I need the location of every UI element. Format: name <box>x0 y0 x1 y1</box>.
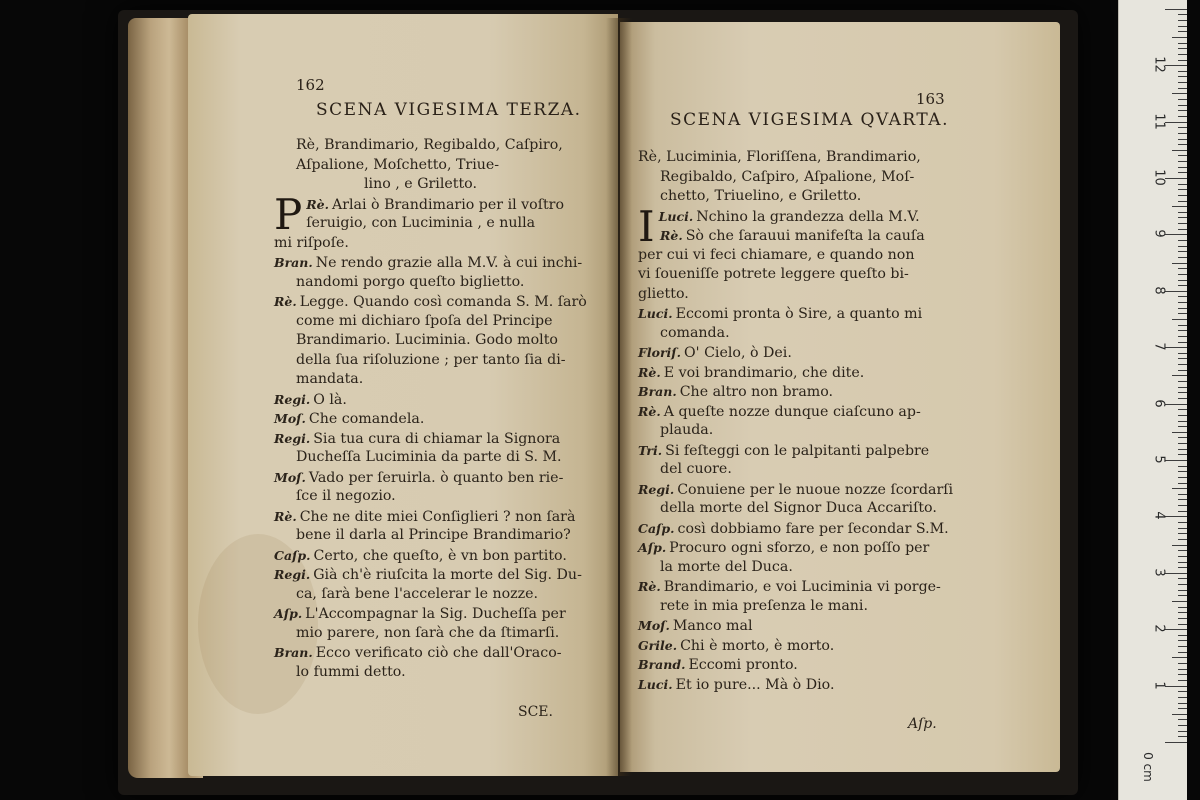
text-line <box>274 253 604 273</box>
ruler-tick <box>1165 516 1187 517</box>
ruler-tick <box>1178 60 1187 61</box>
text-line <box>274 643 604 663</box>
ruler-tick <box>1178 443 1187 444</box>
line-text: Si feſteggi con le palpitanti palpebre <box>665 442 930 459</box>
ruler-tick <box>1178 116 1187 117</box>
text-line <box>638 382 968 402</box>
left-page <box>188 14 618 776</box>
ruler-tick <box>1172 714 1187 715</box>
ruler-unit: 0 cm <box>1140 752 1155 782</box>
ruler-tick <box>1178 680 1187 681</box>
ruler-tick <box>1178 99 1187 100</box>
text-line <box>274 487 604 507</box>
text-line <box>638 655 968 675</box>
ruler-tick <box>1178 229 1187 230</box>
ruler-tick <box>1178 528 1187 529</box>
ruler-number: 2 <box>1151 624 1167 633</box>
line-text: O' Cielo, ò Dei. <box>684 345 792 361</box>
text-line <box>638 558 968 578</box>
ruler-tick <box>1178 533 1187 534</box>
ruler-tick <box>1178 522 1187 523</box>
ruler-tick <box>1178 595 1187 596</box>
speaker-label: Regi. <box>274 567 311 582</box>
text-block <box>638 148 968 694</box>
line-text: Eccomi pronta ò Sire, a quanto mi <box>675 306 923 322</box>
speaker-label: Bran. <box>274 645 313 660</box>
text-line <box>638 616 968 636</box>
drop-cap: P <box>274 189 303 239</box>
text-line <box>274 546 604 566</box>
ruler-tick <box>1165 65 1187 66</box>
ruler-tick <box>1178 133 1187 134</box>
ruler-tick <box>1178 725 1187 726</box>
ruler-tick <box>1165 686 1187 687</box>
line-text: Legge. Quando così comanda S. M. ſarò <box>299 294 587 310</box>
ruler-number: 10 <box>1151 169 1167 186</box>
ruler-tick <box>1178 313 1187 314</box>
text-line <box>274 565 604 585</box>
line-text: così dobbiamo fare per ſecondar S.M. <box>677 520 949 537</box>
ruler-tick <box>1165 9 1187 10</box>
drop-cap: I <box>638 201 655 251</box>
ruler-tick <box>1172 488 1187 489</box>
ruler-tick <box>1178 257 1187 258</box>
text-line <box>274 156 604 176</box>
line-text: del cuore. <box>660 461 732 477</box>
line-text: L'Accompagnar la Sig. Ducheſſa per <box>305 606 566 622</box>
ruler-tick <box>1178 336 1187 337</box>
text-line <box>638 441 968 461</box>
speaker-label: Bran. <box>638 384 677 399</box>
ruler-tick <box>1178 550 1187 551</box>
text-line <box>638 597 968 617</box>
line-text: Conuiene per le nuoue nozze ſcordarſi <box>677 481 954 498</box>
text-line <box>638 226 968 246</box>
line-text: nandomi porgo queſto biglietto. <box>296 273 525 290</box>
text-line <box>638 324 968 344</box>
catchword: SCE. <box>518 704 553 720</box>
line-text: mandata. <box>296 371 364 387</box>
line-text: Ne rendo grazie alla M.V. à cui inchi- <box>315 255 583 271</box>
ruler-tick <box>1178 505 1187 506</box>
ruler-tick <box>1178 607 1187 608</box>
ruler-tick <box>1178 54 1187 55</box>
ruler-tick <box>1178 477 1187 478</box>
ruler-tick <box>1165 573 1187 574</box>
ruler-tick <box>1178 88 1187 89</box>
ruler-tick <box>1172 657 1187 658</box>
line-text: Chi è morto, è morto. <box>680 637 835 654</box>
line-text: della ſua riſoluzione ; per tanto ſia di- <box>296 351 566 368</box>
ruler-tick <box>1178 302 1187 303</box>
right-page <box>620 22 1060 772</box>
speaker-label: Caſp. <box>274 547 311 563</box>
text-line <box>638 246 968 266</box>
ruler-tick <box>1178 105 1187 106</box>
speaker-label: Luci. <box>638 676 673 692</box>
ruler-tick <box>1178 195 1187 196</box>
line-text: lino , e Griletto. <box>364 176 477 192</box>
ruler-tick <box>1178 663 1187 664</box>
ruler-tick <box>1178 736 1187 737</box>
line-text: Sia tua cura di chiamar la Signora <box>313 430 561 447</box>
ruler-tick <box>1178 578 1187 579</box>
text-line <box>274 429 604 449</box>
ruler-tick <box>1178 674 1187 675</box>
ruler-tick <box>1178 691 1187 692</box>
speaker-label: Moſ. <box>274 469 306 485</box>
ruler-tick <box>1178 697 1187 698</box>
ruler-tick <box>1178 652 1187 653</box>
speaker-label: Rè. <box>274 508 297 524</box>
ruler-tick <box>1178 127 1187 128</box>
speaker-label: Rè. <box>638 579 661 594</box>
line-text: la morte del Duca. <box>660 558 793 575</box>
ruler-tick <box>1178 466 1187 467</box>
text-line <box>638 480 968 500</box>
text-line <box>274 351 604 371</box>
ruler-number: 11 <box>1151 112 1167 130</box>
speaker-label: Regi. <box>274 430 311 446</box>
ruler-tick <box>1178 708 1187 709</box>
ruler-tick <box>1178 76 1187 77</box>
text-line <box>638 460 968 480</box>
ruler-tick <box>1165 291 1187 292</box>
ruler-tick <box>1178 703 1187 704</box>
ruler-tick <box>1165 629 1187 630</box>
ruler-tick <box>1178 409 1187 410</box>
line-text: Che altro non bramo. <box>679 384 834 400</box>
ruler-tick <box>1178 392 1187 393</box>
ruler-tick <box>1165 347 1187 348</box>
ruler-tick <box>1178 240 1187 241</box>
speaker-label: Bran. <box>274 255 313 270</box>
ruler-tick <box>1178 43 1187 44</box>
line-text: Nchino la grandezza della M.V. <box>696 208 920 225</box>
text-line <box>638 538 968 558</box>
line-text: plauda. <box>660 422 714 438</box>
ruler-tick <box>1178 584 1187 585</box>
ruler-tick <box>1178 144 1187 145</box>
text-line <box>274 214 604 234</box>
ruler-tick <box>1172 150 1187 151</box>
ruler-tick <box>1165 122 1187 123</box>
text-line <box>638 168 968 188</box>
ruler-tick <box>1172 319 1187 320</box>
ruler-number: 7 <box>1151 342 1167 351</box>
ruler-number: 1 <box>1151 680 1167 690</box>
text-line <box>638 343 968 363</box>
line-text: Eccomi pronto. <box>688 657 798 673</box>
line-text: della morte del Signor Duca Accariſto. <box>660 500 937 516</box>
line-text: glietto. <box>638 285 689 302</box>
text-line <box>638 402 968 422</box>
ruler-tick <box>1172 263 1187 264</box>
ruler-tick <box>1165 178 1187 179</box>
book-gutter <box>606 18 632 776</box>
ruler-tick <box>1165 460 1187 461</box>
ruler-tick <box>1178 274 1187 275</box>
ruler-tick <box>1172 601 1187 602</box>
speaker-label: Luci. <box>658 208 694 224</box>
ruler-tick <box>1178 251 1187 252</box>
text-line <box>274 331 604 351</box>
ruler-number: 8 <box>1151 286 1167 295</box>
ruler-tick <box>1178 562 1187 563</box>
speaker-label: Aſp. <box>274 606 303 621</box>
ruler-tick <box>1178 499 1187 500</box>
ruler-tick <box>1178 612 1187 613</box>
ruler-tick <box>1178 280 1187 281</box>
ruler-tick <box>1178 71 1187 72</box>
ruler-tick <box>1178 110 1187 111</box>
text-line <box>638 636 968 656</box>
line-text: ſce il negozio. <box>296 488 396 504</box>
line-text: Procuro ogni sforzo, e non poſſo per <box>669 540 930 556</box>
speaker-label: Regi. <box>274 391 311 407</box>
ruler-tick <box>1178 539 1187 540</box>
ruler-tick <box>1178 246 1187 247</box>
ruler-tick <box>1178 511 1187 512</box>
line-text: Ducheſſa Luciminia da parte di S. M. <box>296 449 562 465</box>
ruler-tick <box>1178 139 1187 140</box>
ruler-tick <box>1178 325 1187 326</box>
line-text: Rè, Luciminia, Floriſſena, Brandimario, <box>638 149 921 165</box>
ruler-tick <box>1178 415 1187 416</box>
line-text: mio parere, non ſarà che da ſtimarſi. <box>296 624 560 641</box>
ruler-tick <box>1172 432 1187 433</box>
ruler-tick <box>1178 308 1187 309</box>
text-line <box>274 663 604 683</box>
ruler-tick <box>1165 742 1187 743</box>
speaker-label: Tri. <box>638 442 663 458</box>
ruler-tick <box>1178 82 1187 83</box>
ruler-number: 3 <box>1151 568 1167 577</box>
scene-heading: SCENA VIGESIMA QVARTA. <box>670 110 949 130</box>
line-text: Già ch'è riuſcita la morte del Sig. Du- <box>313 567 582 583</box>
ruler-tick <box>1178 155 1187 156</box>
ruler-tick <box>1178 217 1187 218</box>
ruler-tick <box>1178 268 1187 269</box>
line-text: mi riſpoſe. <box>274 234 349 251</box>
ruler-tick <box>1178 719 1187 720</box>
ruler-tick <box>1178 437 1187 438</box>
scene-heading: SCENA VIGESIMA TERZA. <box>316 100 582 120</box>
ruler-tick <box>1178 285 1187 286</box>
line-text: E voi brandimario, che dite. <box>663 364 865 381</box>
ruler-tick <box>1178 172 1187 173</box>
text-line <box>274 312 604 332</box>
ruler-tick <box>1178 330 1187 331</box>
text-line <box>274 585 604 605</box>
ruler-tick <box>1178 646 1187 647</box>
text-line <box>274 624 604 644</box>
ruler-tick <box>1178 31 1187 32</box>
speaker-label: Moſ. <box>638 618 670 633</box>
ruler-tick <box>1178 556 1187 557</box>
speaker-label: Luci. <box>638 306 673 321</box>
ruler-tick <box>1178 381 1187 382</box>
ruler-tick <box>1178 364 1187 365</box>
speaker-label: Grile. <box>638 637 678 653</box>
text-line <box>274 390 604 410</box>
ruler-tick <box>1178 212 1187 213</box>
text-line <box>638 187 968 207</box>
text-line <box>638 675 968 695</box>
text-line <box>638 363 968 383</box>
line-text: Vado per ſeruirla. ò quanto ben rie- <box>308 469 564 486</box>
ruler-tick <box>1178 296 1187 297</box>
line-text: Sò che ſarauui manifeſta la cauſa <box>685 228 925 244</box>
page-number: 163 <box>916 90 945 108</box>
line-text: chetto, Triuelino, e Griletto. <box>660 188 862 204</box>
line-text: Regibaldo, Caſpiro, Aſpalione, Moſ- <box>660 168 915 185</box>
ruler-number: 4 <box>1151 511 1167 521</box>
text-line <box>274 604 604 624</box>
ruler-tick <box>1178 342 1187 343</box>
speaker-label: Caſp. <box>638 520 675 536</box>
ruler-tick <box>1178 20 1187 21</box>
speaker-label: Rè. <box>660 228 683 243</box>
ruler-tick <box>1178 189 1187 190</box>
speaker-label: Floriſ. <box>638 345 682 360</box>
ruler-tick <box>1178 494 1187 495</box>
text-line <box>274 175 604 195</box>
ruler-tick <box>1178 161 1187 162</box>
line-text: bene il darla al Principe Brandimario? <box>296 527 571 543</box>
ruler-tick <box>1178 184 1187 185</box>
text-line <box>638 148 968 168</box>
line-text: Che comandela. <box>308 411 425 427</box>
speaker-label: Rè. <box>638 403 661 419</box>
text-line <box>274 370 604 390</box>
ruler-tick <box>1172 206 1187 207</box>
speaker-label: Brand. <box>638 657 686 672</box>
ruler-tick <box>1178 567 1187 568</box>
line-text: Et io pure... Mà ò Dio. <box>675 676 835 693</box>
line-text: rete in mia preſenza le mani. <box>660 597 868 614</box>
ruler-tick <box>1178 358 1187 359</box>
ruler-tick <box>1178 454 1187 455</box>
text-block <box>274 136 604 682</box>
line-text: A queſte nozze dunque ciaſcuno ap- <box>663 403 921 420</box>
ruler-tick <box>1178 421 1187 422</box>
ruler-tick <box>1178 398 1187 399</box>
catchword: Aſp. <box>908 716 937 732</box>
ruler-tick <box>1178 167 1187 168</box>
speaker-label: Rè. <box>306 196 329 212</box>
line-text: Rè, Brandimario, Regibaldo, Caſpiro, <box>296 137 563 153</box>
line-text: Aſpalione, Moſchetto, Triue- <box>296 156 500 173</box>
text-line <box>638 519 968 539</box>
ruler-tick <box>1172 93 1187 94</box>
line-text: per cui vi feci chiamare, e quando non <box>638 246 915 263</box>
ruler-tick <box>1178 624 1187 625</box>
measuring-ruler <box>1118 0 1187 800</box>
text-line <box>638 265 968 285</box>
speaker-label: Rè. <box>274 294 297 309</box>
line-text: comanda. <box>660 324 730 341</box>
text-line <box>274 136 604 156</box>
ruler-tick <box>1178 353 1187 354</box>
line-text: Che ne dite miei Conſiglieri ? non ſarà <box>299 508 576 525</box>
page-number: 162 <box>296 76 325 94</box>
ruler-tick <box>1178 426 1187 427</box>
line-text: ſeruigio, con Luciminia , e nulla <box>306 215 536 231</box>
line-text: Manco mal <box>672 618 753 634</box>
ruler-tick <box>1178 48 1187 49</box>
ruler-tick <box>1178 449 1187 450</box>
ruler-tick <box>1178 370 1187 371</box>
speaker-label: Aſp. <box>638 540 667 555</box>
ruler-tick <box>1178 669 1187 670</box>
text-line <box>274 468 604 488</box>
line-text: Ecco verificato ciò che dall'Oraco- <box>315 645 562 661</box>
ruler-tick <box>1165 234 1187 235</box>
ruler-tick <box>1172 375 1187 376</box>
line-text: Arlai ò Brandimario per il voſtro <box>331 196 564 213</box>
line-text: Brandimario, e voi Luciminia vi porge- <box>663 579 941 595</box>
text-line <box>274 273 604 293</box>
text-line <box>274 234 604 254</box>
text-line <box>638 499 968 519</box>
line-text: O là. <box>313 391 347 408</box>
text-line <box>274 292 604 312</box>
speaker-label: Regi. <box>638 481 675 497</box>
ruler-tick <box>1178 635 1187 636</box>
text-line <box>638 577 968 597</box>
ruler-tick <box>1178 640 1187 641</box>
ruler-tick <box>1178 14 1187 15</box>
ruler-tick <box>1178 731 1187 732</box>
ruler-number: 9 <box>1151 229 1167 239</box>
speaker-label: Rè. <box>638 364 661 380</box>
text-line <box>638 304 968 324</box>
speaker-label: Moſ. <box>274 411 306 426</box>
ruler-tick <box>1178 223 1187 224</box>
ruler-number: 12 <box>1151 56 1167 73</box>
line-text: Brandimario. Luciminia. Godo molto <box>296 332 558 348</box>
ruler-tick <box>1178 483 1187 484</box>
ruler-number: 5 <box>1151 455 1167 464</box>
line-text: vi ſoueniſſe potrete leggere queſto bi- <box>638 266 909 282</box>
line-text: ca, ſarà bene l'accelerar le nozze. <box>296 585 539 602</box>
ruler-tick <box>1178 590 1187 591</box>
text-line <box>638 421 968 441</box>
ruler-tick <box>1178 201 1187 202</box>
ruler-number: 6 <box>1151 398 1167 408</box>
ruler-tick <box>1172 545 1187 546</box>
ruler-tick <box>1172 37 1187 38</box>
line-text: lo fummi detto. <box>296 663 406 680</box>
ruler-tick <box>1178 618 1187 619</box>
line-text: Certo, che queſto, è vn bon partito. <box>313 547 567 564</box>
ruler-tick <box>1165 404 1187 405</box>
ruler-tick <box>1178 471 1187 472</box>
text-line <box>274 526 604 546</box>
text-line <box>274 507 604 527</box>
line-text: come mi dichiaro ſpoſa del Principe <box>296 312 553 329</box>
text-line <box>274 409 604 429</box>
text-line <box>638 285 968 305</box>
ruler-tick <box>1178 26 1187 27</box>
ruler-tick <box>1178 387 1187 388</box>
text-line <box>274 448 604 468</box>
